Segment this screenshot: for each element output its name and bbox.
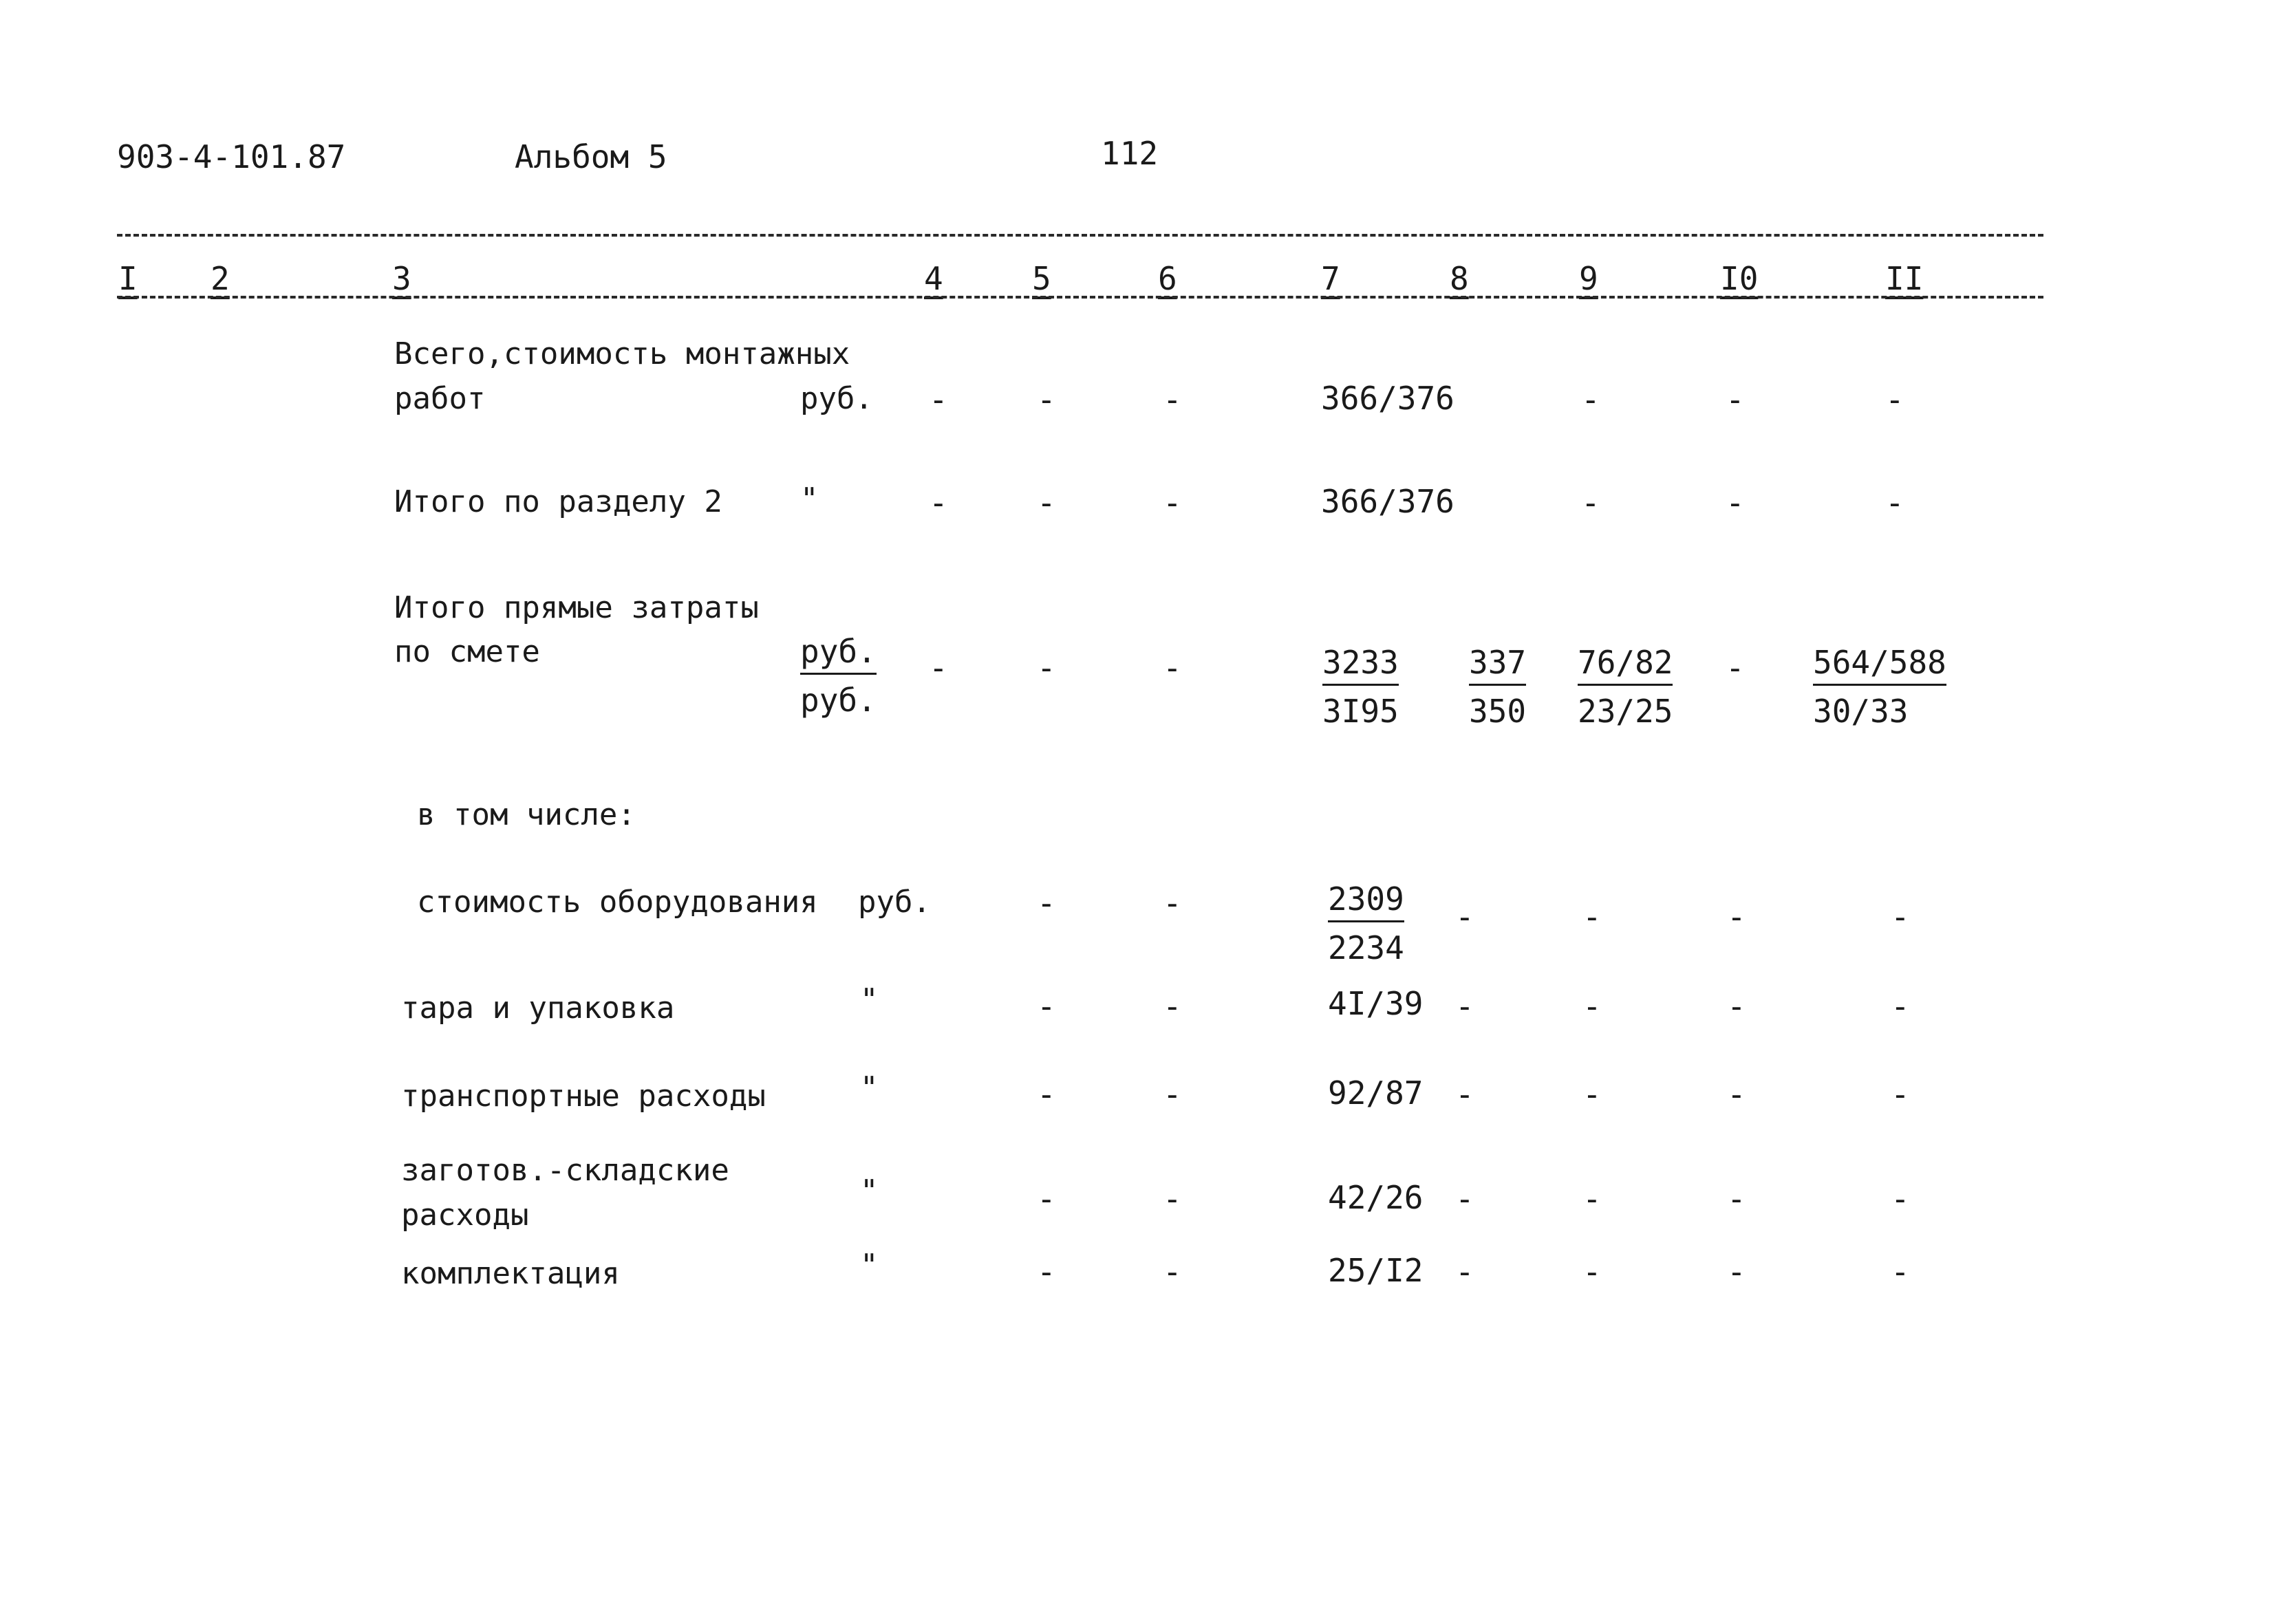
column-number-6: 6 <box>1158 260 1177 297</box>
row-label-continuation: по смете <box>394 634 540 669</box>
cell-col6: - <box>1163 381 1182 418</box>
cell-col10: - <box>1726 484 1745 521</box>
cell-col4: - <box>929 484 948 521</box>
cell-col8: - <box>1455 988 1474 1025</box>
fraction-denominator: 30/33 <box>1813 693 1909 730</box>
cell-col9: - <box>1582 898 1602 935</box>
unit-numerator: руб. <box>800 636 877 675</box>
cell-col5: - <box>1037 381 1056 418</box>
fraction-denominator: 350 <box>1469 693 1527 730</box>
album-label: Альбом 5 <box>515 138 667 175</box>
row-label-continuation: работ <box>394 381 486 416</box>
cell-col4: - <box>929 649 948 686</box>
column-number-4: 4 <box>924 260 943 297</box>
cell-col11: - <box>1891 898 1910 935</box>
cell-col9: - <box>1582 1076 1602 1113</box>
column-number-9: 9 <box>1579 260 1598 297</box>
cell-col6: - <box>1163 649 1182 686</box>
cell-col11: - <box>1885 381 1904 418</box>
fraction-numerator: 2309 <box>1328 883 1404 922</box>
cell-col5: - <box>1037 1253 1056 1290</box>
column-number-8: 8 <box>1450 260 1469 297</box>
unit-cell: " <box>800 481 819 517</box>
row-label: заготов.-складские <box>401 1153 729 1188</box>
cell-col5: - <box>1037 1076 1056 1113</box>
header-rule-bottom <box>117 296 2043 299</box>
cell-col4: - <box>929 381 948 418</box>
cell-col7: 92/87 <box>1328 1074 1424 1112</box>
cell-col7: 42/26 <box>1328 1179 1424 1216</box>
column-number-1: I <box>118 260 138 297</box>
cell-col10: - <box>1727 1253 1746 1290</box>
row-label: комплектация <box>401 1256 620 1291</box>
cell-col7-fraction <box>1322 644 1399 730</box>
cell-col8-fraction <box>1469 644 1527 730</box>
cell-col7: 4I/39 <box>1328 985 1424 1022</box>
cell-col11: - <box>1891 1253 1910 1290</box>
cell-col6: - <box>1163 1253 1182 1290</box>
cell-col8: - <box>1455 898 1474 935</box>
unit-cell: " <box>860 1070 879 1105</box>
cell-col6: - <box>1163 484 1182 521</box>
fraction-denominator: 23/25 <box>1578 693 1673 730</box>
page-number: 112 <box>1101 135 1159 172</box>
cell-col5: - <box>1037 988 1056 1025</box>
cell-col11: - <box>1891 988 1910 1025</box>
unit-cell: руб. <box>858 885 931 920</box>
cell-col7: 366/376 <box>1321 483 1454 520</box>
cell-col6: - <box>1163 885 1182 922</box>
cell-col9: - <box>1581 381 1600 418</box>
row-label: Итого по разделу 2 <box>394 484 722 519</box>
cell-col9: - <box>1582 1253 1602 1290</box>
cell-col5: - <box>1037 649 1056 686</box>
cell-col7: 366/376 <box>1321 380 1454 417</box>
row-label-continuation: расходы <box>401 1198 529 1233</box>
unit-cell: " <box>860 1248 879 1283</box>
cell-col7: 25/I2 <box>1328 1252 1424 1289</box>
row-label: Всего,стоимость монтажных <box>394 336 850 371</box>
cell-col10: - <box>1727 1180 1746 1217</box>
unit-cell: " <box>860 1173 879 1209</box>
unit-denominator: руб. <box>800 682 877 719</box>
cell-col9: - <box>1582 1180 1602 1217</box>
column-number-7: 7 <box>1321 260 1340 297</box>
subsection-label: в том числе: <box>417 797 636 832</box>
cell-col8: - <box>1455 1180 1474 1217</box>
cell-col11: - <box>1891 1076 1910 1113</box>
unit-fraction <box>800 633 877 719</box>
cell-col9: - <box>1582 988 1602 1025</box>
cell-col9: - <box>1581 484 1600 521</box>
cell-col8: - <box>1455 1253 1474 1290</box>
cell-col10: - <box>1726 381 1745 418</box>
fraction-denominator: 3I95 <box>1322 693 1399 730</box>
cell-col8: - <box>1455 1076 1474 1113</box>
column-number-11: II <box>1885 260 1924 297</box>
row-label: тара и упаковка <box>401 990 675 1026</box>
header-rule-top <box>117 234 2043 237</box>
cell-col11-fraction <box>1813 644 1946 730</box>
row-label: Итого прямые затраты <box>394 590 759 625</box>
column-number-5: 5 <box>1032 260 1051 297</box>
cell-col10: - <box>1727 988 1746 1025</box>
row-label: стоимость оборудования <box>417 885 818 920</box>
cell-col7-fraction <box>1328 880 1404 966</box>
cell-col5: - <box>1037 484 1056 521</box>
cell-col9-fraction <box>1578 644 1673 730</box>
row-label: транспортные расходы <box>401 1079 766 1114</box>
cell-col11: - <box>1891 1180 1910 1217</box>
cell-col6: - <box>1163 1076 1182 1113</box>
column-number-10: I0 <box>1720 260 1759 297</box>
column-number-2: 2 <box>211 260 230 297</box>
cell-col10: - <box>1727 898 1746 935</box>
cell-col6: - <box>1163 1180 1182 1217</box>
cell-col5: - <box>1037 885 1056 922</box>
fraction-denominator: 2234 <box>1328 929 1404 966</box>
cell-col11: - <box>1885 484 1904 521</box>
fraction-numerator: 3233 <box>1322 647 1399 686</box>
document-code: 903-4-101.87 <box>117 138 346 175</box>
column-number-3: 3 <box>392 260 411 297</box>
cell-col10: - <box>1727 1076 1746 1113</box>
cell-col10: - <box>1726 649 1745 686</box>
fraction-numerator: 564/588 <box>1813 647 1946 686</box>
unit-cell: " <box>860 982 879 1017</box>
cell-col6: - <box>1163 988 1182 1025</box>
unit-cell: руб. <box>800 381 873 416</box>
fraction-numerator: 76/82 <box>1578 647 1673 686</box>
cell-col5: - <box>1037 1180 1056 1217</box>
fraction-numerator: 337 <box>1469 647 1526 686</box>
